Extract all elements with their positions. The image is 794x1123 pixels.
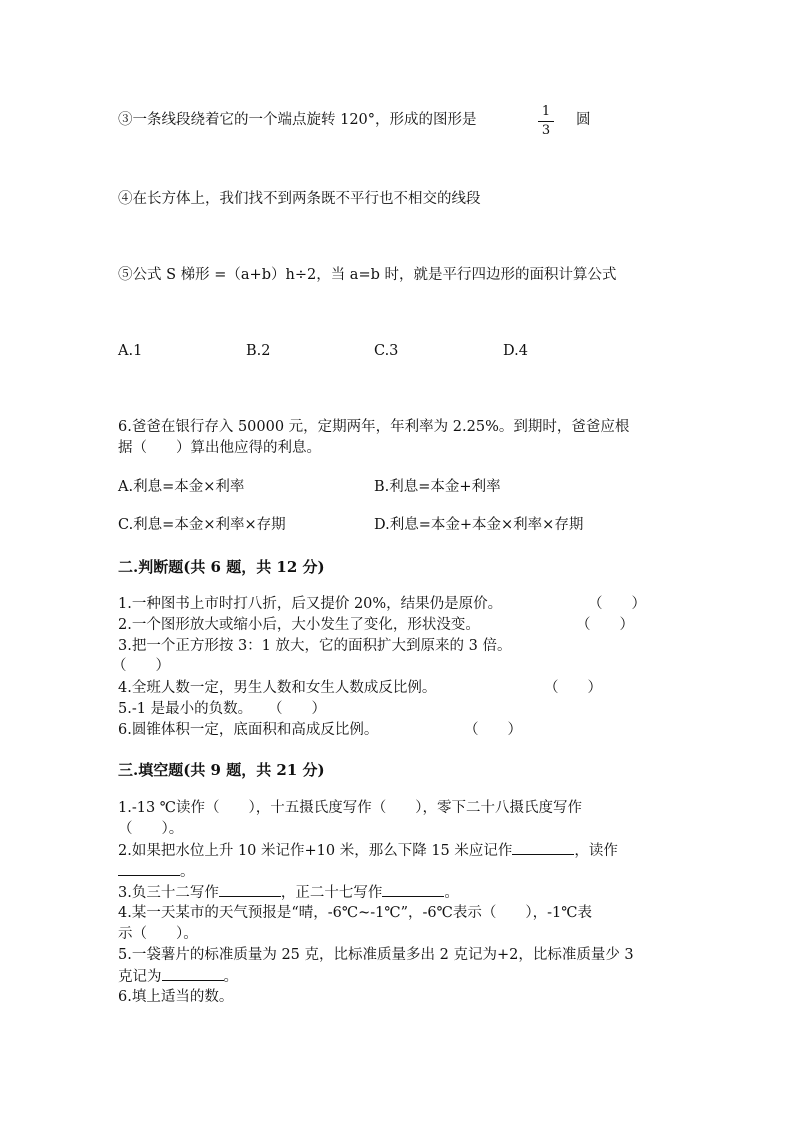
fill-item-5-end: 。 [223, 969, 238, 985]
fill-item-2-line1 [118, 840, 618, 861]
fill-item-2-line2 [118, 861, 195, 882]
fraction-denominator: 3 [541, 123, 551, 138]
statement-3-text: ③一条线段绕着它的一个端点旋转 120°，形成的图形是 [118, 112, 477, 128]
statement-3-suffix: 圆 [576, 112, 591, 128]
answer-blank[interactable] [219, 882, 281, 897]
judge-answer-3[interactable]: （ ） [112, 658, 170, 674]
q5-option-a[interactable]: A.1 [118, 343, 143, 359]
section-2-title: 二.判断题(共 6 题，共 12 分) [118, 558, 325, 576]
q5-option-c[interactable]: C.3 [374, 343, 399, 359]
section-3-title: 三.填空题(共 9 题，共 21 分) [118, 761, 325, 779]
judge-answer-2[interactable]: （ ） [576, 617, 634, 633]
q6-option-d[interactable]: D.利息=本金+本金×利率×存期 [374, 517, 584, 533]
q6-stem-line1: 6.爸爸在银行存入 50000 元，定期两年，年利率为 2.25%。到期时，爸爸应根 [118, 419, 630, 435]
statement-4: ④在长方体上，我们找不到两条既不平行也不相交的线段 [118, 191, 481, 207]
judge-item-3: 3.把一个正方形按 3：1 放大，它的面积扩大到原来的 3 倍。 [118, 638, 512, 654]
fill-item-6: 6.填上适当的数。 [118, 989, 234, 1005]
judge-item-6: 6.圆锥体积一定，底面积和高成反比例。 [118, 722, 379, 738]
judge-answer-4[interactable]: （ ） [544, 680, 602, 696]
fill-item-1-line1: 1.-13 ℃读作（ ），十五摄氏度写作（ ），零下二十八摄氏度写作 [118, 800, 583, 816]
judge-item-2: 2.一个图形放大或缩小后，大小发生了变化，形状没变。 [118, 617, 480, 633]
fill-item-3-text: 3.负三十二写作 [118, 885, 219, 901]
fill-item-3-text-2: ，正二十七写作 [280, 885, 383, 901]
answer-blank[interactable] [512, 840, 574, 855]
fraction-numerator: 1 [538, 104, 554, 122]
statement-3 [118, 110, 477, 130]
fill-item-5-text: 克记为 [118, 969, 162, 985]
answer-blank[interactable] [382, 882, 444, 897]
fill-item-2-end: 。 [180, 864, 195, 880]
judge-item-4: 4.全班人数一定，男生人数和女生人数成反比例。 [118, 680, 437, 696]
answer-blank[interactable] [118, 861, 180, 876]
fill-item-5-line1: 5.一袋薯片的标准质量为 25 克，比标准质量多出 2 克记为+2，比标准质量少 3 [118, 947, 634, 963]
judge-answer-5[interactable]: （ ） [268, 701, 326, 717]
q6-option-a[interactable]: A.利息=本金×利率 [118, 479, 245, 495]
fill-item-2-text-2: ，读作 [574, 843, 618, 859]
fill-item-4-line1: 4.某一天某市的天气预报是“晴，-6℃~-1℃”，-6℃表示（ ），-1℃表 [118, 905, 592, 921]
fill-item-3-end: 。 [444, 885, 459, 901]
q6-stem-line2: 据（ ）算出他应得的利息。 [118, 440, 321, 456]
judge-answer-1[interactable]: （ ） [588, 596, 646, 612]
q5-option-b[interactable]: B.2 [246, 343, 271, 359]
judge-item-1: 1.一种图书上市时打八折，后又提价 20%，结果仍是原价。 [118, 596, 503, 612]
q6-option-b[interactable]: B.利息=本金+利率 [374, 479, 501, 495]
q6-option-c[interactable]: C.利息=本金×利率×存期 [118, 517, 286, 533]
fill-item-1-line2: （ ）。 [118, 821, 184, 837]
judge-answer-6[interactable]: （ ） [464, 722, 522, 738]
answer-blank[interactable] [162, 966, 224, 981]
fill-item-4-line2: 示（ ）。 [118, 926, 198, 942]
fill-item-5-line2 [118, 966, 238, 987]
fill-item-2-text: 2.如果把水位上升 10 米记作+10 米，那么下降 15 米应记作 [118, 843, 513, 859]
q5-option-d[interactable]: D.4 [503, 343, 528, 359]
statement-5: ⑤公式 S 梯形 =（a+b）h÷2，当 a=b 时，就是平行四边形的面积计算公式 [118, 267, 617, 283]
fraction-one-third [538, 104, 554, 139]
fill-item-3 [118, 882, 459, 903]
judge-item-5: 5.-1 是最小的负数。 [118, 701, 253, 717]
